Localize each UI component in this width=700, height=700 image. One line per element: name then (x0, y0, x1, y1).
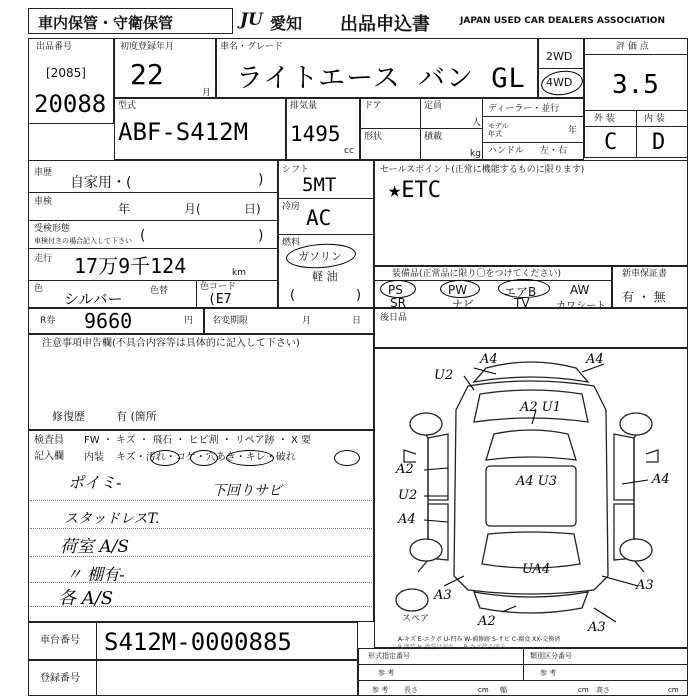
mark-a2u1: A2 U1 (520, 400, 562, 415)
name-change-day: 日 (352, 316, 362, 326)
history-label: 車歴 (34, 168, 53, 178)
spec-model-year: モデル年式 (488, 122, 509, 138)
equipment-tv: TV (514, 296, 530, 310)
mark-a4-top-right: A4 (586, 352, 604, 367)
history-close: ) (258, 172, 264, 188)
history-value: 自家用・( (70, 175, 132, 191)
mark-a3-bottom: A3 (588, 620, 606, 635)
inspector-note-6: 各 A/S (58, 588, 114, 609)
field-ref-2: 参 考 (540, 669, 557, 677)
inspector-note-1: ポイミ- (68, 473, 122, 492)
mark-a2-bottom: A2 (478, 614, 496, 629)
rear-items-box (374, 308, 688, 348)
field-ref-3: 参 考 (372, 686, 389, 694)
receipt-open: ( (140, 228, 146, 244)
grade-exterior-label: 外 装 (594, 114, 615, 124)
receipt-label: 受検形態 (34, 224, 71, 234)
shift-label: シフト (282, 165, 310, 175)
mark-a4-top-left: A4 (480, 352, 498, 367)
field-width: 幅 (500, 686, 507, 694)
recycle-value: 9660 (84, 309, 133, 333)
recycle-label: R券 (40, 316, 56, 326)
drive-2wd-label: 2WD (546, 50, 573, 63)
field-height: 高さ (596, 686, 610, 694)
mark-u2-top: U2 (434, 368, 454, 383)
displacement-unit: cc (344, 146, 354, 156)
spec-capacity: 定員 (424, 101, 443, 111)
inspector-note-3: スタッドレスT. (64, 511, 160, 527)
spec-dealer: ディーラー・並行 (488, 104, 560, 114)
rear-items-label: 後日品 (380, 313, 408, 323)
color-label: 色 (34, 284, 44, 294)
inspector-label-2: 記入欄 (34, 451, 64, 462)
drive-4wd-label: 4WD (546, 76, 573, 89)
equipment-pw: PW (448, 283, 468, 297)
equipment-label: 装備品(正常品に限り〇をつけてください) (392, 269, 562, 279)
registration-no-label: 登録番号 (40, 673, 80, 684)
sales-points-label: セールスポイント(正常に機能するものに限ります) (380, 165, 585, 175)
ju-logo: JU (240, 10, 263, 30)
diagram-legend-1: A-キズ E-エクボ U-凹み W-補修跡 S-サビ C-腐食 XX-交換済 (398, 636, 561, 643)
color-value: シルバー (64, 290, 123, 308)
displacement-value: 1495 (290, 122, 341, 146)
spec-load: 積載 (424, 132, 443, 142)
interior-burn-circle (190, 450, 218, 466)
fuel-gasoline: ガソリン (298, 250, 342, 263)
inspection-label: 車検 (34, 197, 53, 207)
mark-ua4: UA4 (522, 562, 551, 577)
color-change: 色替 (150, 286, 169, 296)
inspector-interior-prefix: 内装 (84, 452, 104, 463)
field-ref-1: 参 考 (378, 669, 395, 677)
grade-interior-value: D (652, 130, 666, 155)
registration-value: 22 (130, 58, 164, 91)
grade-score: 3.5 (612, 70, 659, 100)
inspector-interior-row: キズ・汚れ・コゲ・穴あき・キレ・破れ (116, 452, 296, 463)
spec-shape: 形状 (364, 132, 383, 142)
equipment-aw: AW (570, 283, 590, 297)
mileage-label: 走行 (34, 254, 53, 264)
equipment-sr: SR (390, 296, 406, 310)
repair-value: 有 (箇所 (116, 410, 157, 423)
repair-label: 修復歴 (52, 410, 85, 423)
model-name-label: 車名・グレード (220, 42, 284, 52)
inspector-fw-row: FW ・ キズ ・ 飛石 ・ ヒビ割 ・ リペア跡 ・ X 要 (84, 435, 312, 446)
field-type-number: 形式指定番号 (368, 652, 410, 660)
inspector-label-1: 検査員 (34, 435, 64, 446)
interior-tear-circle (334, 450, 360, 466)
grade-exterior-value: C (604, 130, 618, 155)
fuel-label: 燃料 (282, 238, 301, 248)
storage-label: 車内保管・守衛保管 (38, 14, 174, 32)
inspector-note-2: 下回りサビ (212, 483, 282, 499)
fuel-diesel: 軽 油 (312, 270, 338, 283)
chassis-value: S412M-0000885 (104, 628, 292, 656)
model-name-value: ライトエース バン GL (236, 63, 526, 94)
aircon-label: 冷房 (282, 202, 301, 212)
model-code-value: ABF-S412M (118, 118, 249, 146)
mark-a3-right: A3 (636, 578, 654, 593)
grade-interior-label: 内 装 (644, 114, 665, 124)
sales-points-box (374, 160, 688, 266)
warranty-value: 有 ・ 無 (622, 290, 666, 304)
warranty-label: 新車保証書 (622, 269, 668, 279)
inspection-year: 年 (118, 202, 131, 216)
inspector-note-4: 荷室 A/S (60, 537, 130, 557)
lot-label: 出品番号 (36, 42, 73, 52)
field-length: 長さ (404, 686, 418, 694)
field-length-unit: cm (478, 686, 489, 694)
association-en: JAPAN USED CAR DEALERS ASSOCIATION (460, 16, 665, 26)
recycle-unit: 円 (184, 316, 194, 326)
mark-u2-left: U2 (398, 488, 418, 503)
field-height-unit: cm (668, 686, 679, 694)
shift-value: 5MT (302, 174, 337, 196)
registration-month-unit: 月 (202, 88, 212, 98)
equipment-kawa: カワシート (556, 301, 606, 312)
spec-year: 年 (568, 126, 578, 136)
receipt-sub: 車検付きの場合記入して下さい (34, 237, 132, 245)
fuel-open: ( (290, 288, 296, 303)
aircon-value: AC (306, 206, 332, 230)
field-category-number: 類別区分番号 (530, 652, 572, 660)
lot-number: 20088 (34, 90, 107, 118)
inspection-day: 日) (244, 202, 261, 216)
receipt-close: ) (258, 228, 264, 244)
equipment-navi: ナビ (452, 298, 474, 311)
equipment-airbag: エアB (504, 285, 537, 299)
form-title: 出品申込書 (340, 14, 430, 35)
sales-points-value: ★ETC (388, 178, 441, 203)
association-name: 愛知 (270, 14, 303, 33)
mark-a4-right: A4 (652, 472, 670, 487)
spec-doors: ドア (364, 101, 382, 111)
inspector-note-5: 〃 棚有- (66, 565, 125, 584)
diagram-legend-2: P-塗装 H-塗装はがれ ... B-キズ伴う凹み ... (398, 644, 514, 651)
mark-a4u3: A4 U3 (516, 474, 558, 489)
mileage-value: 17万9千124 (74, 254, 187, 278)
name-change-label: 名変期限 (212, 316, 249, 326)
interior-hole-circle (226, 450, 274, 466)
spec-person: 人 (472, 118, 482, 128)
spec-handle: ハンドル (488, 146, 525, 156)
registration-label: 初度登録年月 (120, 42, 175, 52)
model-code-label: 型式 (118, 101, 137, 111)
field-width-unit: cm (578, 686, 589, 694)
spec-handle-value: 左・右 (540, 146, 568, 156)
inspection-month: 月( (184, 202, 201, 216)
interior-scratch-circle (150, 450, 180, 466)
mark-a4-left: A4 (398, 512, 416, 527)
mileage-unit: km (232, 268, 246, 278)
fuel-close: ) (356, 288, 362, 303)
grade-label: 評 価 点 (616, 42, 649, 52)
displacement-label: 排気量 (290, 101, 318, 111)
spec-kg: kg (470, 149, 481, 159)
equipment-ps: PS (388, 283, 403, 297)
car-diagram-svg (376, 350, 686, 646)
mark-a3-left: A3 (434, 588, 452, 603)
color-code-label: 色コード (200, 282, 237, 292)
name-change-month: 月 (302, 316, 312, 326)
chassis-label: 車台番号 (40, 635, 80, 646)
mark-a2-left: A2 (396, 462, 414, 477)
lot-bracket: [2085] (46, 66, 86, 80)
diagram-spare-label: スペア (402, 614, 430, 624)
color-code-value: (E7 (208, 292, 232, 307)
notes-label: 注意事項申告欄(不具合内容等は具体的に記入して下さい) (42, 338, 300, 349)
